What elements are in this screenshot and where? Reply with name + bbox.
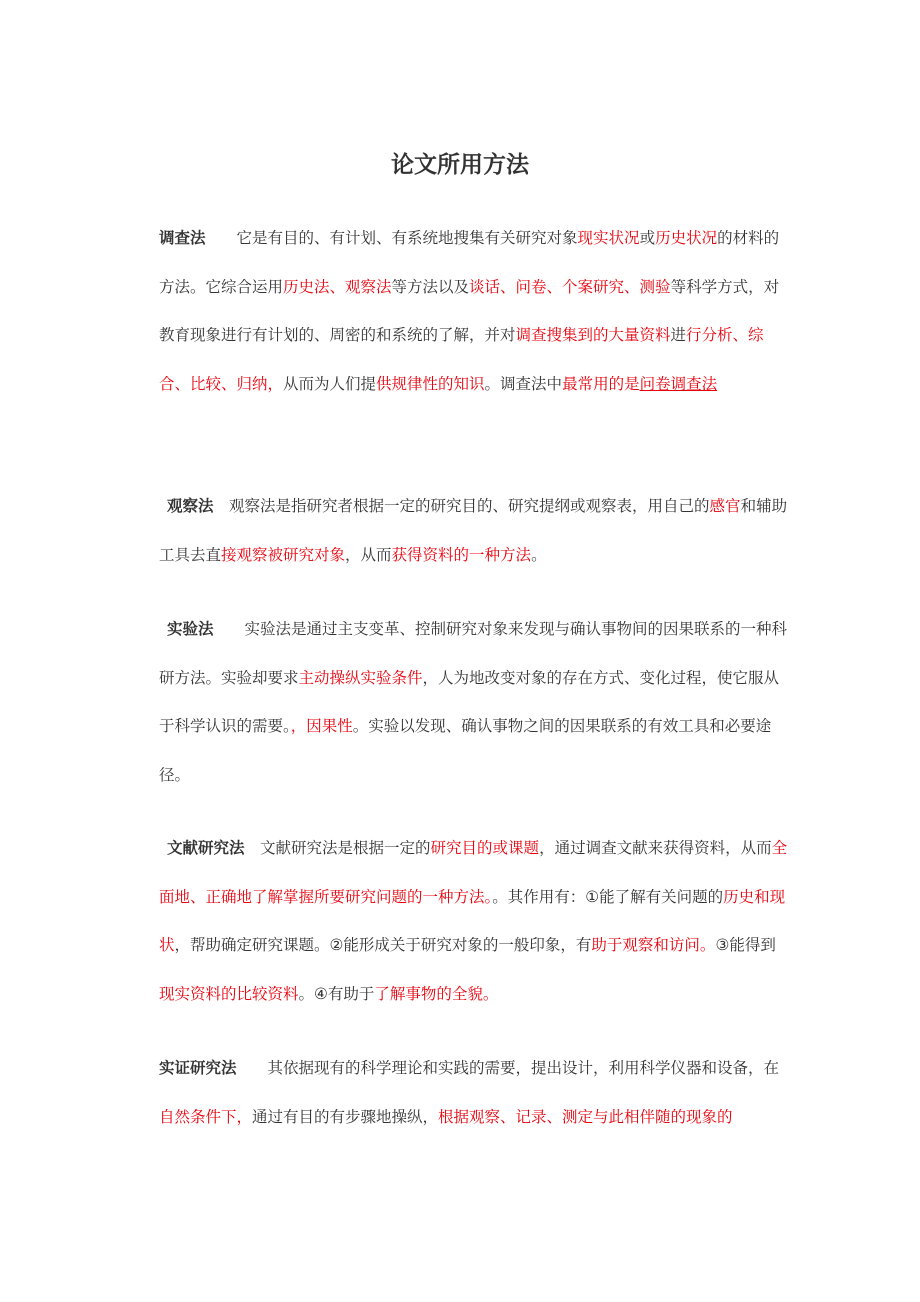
body-text: 等科学方式，对教育现象进行有计划的、周密的和系统的了解，并对 [159,277,780,344]
body-text: ，人为地改变对象的存在方式、变化过程，使它服从于科学认识的需要。 [159,668,780,735]
paragraph-experiment-method [159,605,791,799]
highlight-text: 助于观察和访问。 [591,936,716,954]
body-text: 从而为人们提 [283,374,377,393]
highlight-text: 现实状况 [577,229,640,247]
body-text: 的材料的方法。它综合运用 [159,229,780,296]
body-text: 实验法是通过主支变革、控制研究对象来发现与确认事物间的因果联系的一种科研方法。实验却要求 [159,620,788,687]
indent-space [245,839,261,857]
body-text: 观察法是指研究者根据一定的研究目的、研究提纲或观察表，用自己的 [229,497,710,515]
highlight-text: 获得资料的一种方法 [391,545,532,564]
highlight-text: 历史状况 [655,229,718,247]
section-heading: 观察法 [167,497,214,515]
highlight-text: 感官 [709,497,741,515]
highlight-text: 历史和现状 [159,887,786,954]
page-title: 论文所用方法 [391,152,529,178]
body-text: 。 [531,545,547,564]
indent-space [214,497,230,515]
body-text: 或 [639,229,656,247]
highlight-text: 接观察被研究对象 [221,545,346,564]
highlight-text: 研究目的或课题 [430,839,540,857]
indent-space [214,620,245,638]
body-text: 。调查法中 [484,374,563,393]
paragraph-literature-method [159,824,791,1018]
indent-space [206,229,237,247]
highlight-text: 主动操纵实验条件 [298,668,423,687]
body-text: 。其作用有：①能了解有关问题的 [492,887,724,906]
body-text: 它是有目的、有计划、有系统地搜集有关研究对象 [236,229,578,247]
section-heading: 文献研究法 [167,839,245,857]
body-text: 等方法以及 [391,277,470,296]
body-text: 进 [670,326,687,344]
highlight-text: ，因果性 [290,717,353,735]
body-text: 。④有助于 [298,984,375,1003]
highlight-text: 行分析、综合、比较、归纳， [159,326,764,393]
paragraph-survey-method [159,214,791,408]
highlight-text: 了解事物的全貌。 [374,984,499,1003]
body-text: 通过有目的有步骤地操纵， [252,1107,439,1126]
body-text: ，从而 [345,545,392,564]
highlight-text: 供规律性的知识 [376,374,485,393]
body-text: ，帮助确定研究课题。②能形成关于研究对象的一般印象，有 [174,936,592,954]
highlight-text: 现实资料的比较资料 [159,984,299,1003]
body-text: 。实验以发现、确认事物之间的因果联系的有效工具和必要途径。 [159,717,772,784]
body-text: ，通过调查文献来获得资料，从而 [539,839,772,857]
underlined-highlight-text: 问卷调查法 [639,374,718,393]
highlight-text: 调查搜集到的大量资料 [515,326,671,344]
body-text: 文献研究法是根据一定的 [260,839,431,857]
paragraph-observation-method [159,482,791,579]
highlight-text: 最常用的是 [562,374,640,393]
highlight-text: 自然条件下， [159,1107,253,1126]
indent-space [237,1059,268,1077]
section-heading: 实验法 [167,620,214,638]
section-heading: 调查法 [159,229,206,247]
body-text: 和辅助工具去直 [159,497,788,564]
section-heading: 实证研究法 [159,1059,237,1077]
paragraph-empirical-method [159,1044,791,1141]
highlight-text: 全面地、正确地了解掌握所要研究问题的一种方法。 [159,839,788,906]
body-text: 其依据现有的科学理论和实践的需要，提出设计，利用科学仪器和设备，在 [267,1059,780,1077]
highlight-text: 历史法、观察法 [283,277,392,296]
highlight-text: 谈话、问卷、个案研究、测验 [469,277,671,296]
body-text: ③能得到 [715,936,776,954]
highlight-text: 根据观察、记录、测定与此相伴随的现象的 [438,1107,733,1126]
